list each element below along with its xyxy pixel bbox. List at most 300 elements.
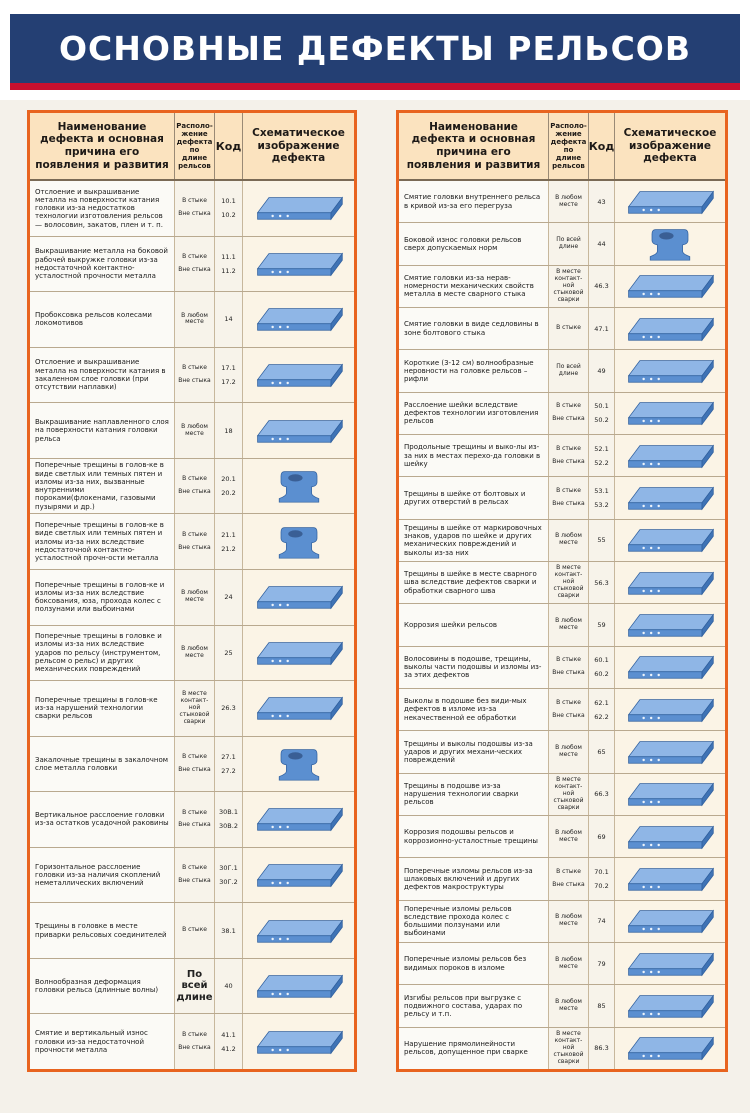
- location-label: В стыке: [556, 487, 581, 495]
- code-label: 85: [597, 1001, 606, 1010]
- location-label: По всей длине: [556, 236, 581, 250]
- code-label: 44: [597, 239, 606, 248]
- location-label: В любом месте: [181, 422, 208, 437]
- defect-location: [175, 514, 215, 569]
- code-label: 17.2: [221, 377, 236, 386]
- code-label: 20.1: [221, 475, 236, 484]
- location-label: В любом месте: [555, 532, 582, 547]
- location-label: По всей длине: [176, 968, 213, 1003]
- defect-location: [175, 403, 215, 458]
- defect-code: [589, 308, 615, 349]
- code-label: 56.3: [594, 578, 609, 587]
- defect-code: [215, 681, 243, 736]
- location-label: Вне стыка: [552, 880, 585, 888]
- table-row: [399, 731, 725, 773]
- defect-name: Выкрашивание металла на боковой рабочей выкружке головки из-за недостаточной контактно-усталостной прочности металла: [30, 237, 175, 292]
- defect-location: [549, 731, 589, 772]
- location-label: В стыке: [556, 868, 581, 876]
- defect-code: [215, 903, 243, 958]
- rail-icon: [243, 903, 354, 958]
- location-label: В любом месте: [555, 193, 582, 208]
- defect-name: Выколы в подошве без види-мых дефектов в изломе из-за некачественной ее обработки: [399, 689, 549, 730]
- defect-code: [589, 689, 615, 730]
- rail-icon: [243, 292, 354, 347]
- table-row: [30, 570, 354, 626]
- defect-name: Поперечные трещины в головке и изломы из-за них вследствие ударов по рельсу (инструментом, рельсом о рельс) и других механических повреждений: [30, 626, 175, 681]
- table-row: [399, 1028, 725, 1069]
- defect-name: Коррозия шейки рельсов: [399, 604, 549, 645]
- left-table: [27, 110, 357, 1072]
- code-label: 11.1: [221, 252, 236, 261]
- rail-icon: [615, 901, 725, 942]
- code-label: 52.2: [594, 458, 609, 467]
- defect-name: Смятие головки внутреннего рельса в кривой из-за его перегруза: [399, 181, 549, 222]
- location-label: Вне стыка: [552, 669, 585, 677]
- location-label: В стыке: [182, 252, 207, 260]
- code-label: 62.2: [594, 712, 609, 721]
- location-label: В стыке: [182, 808, 207, 816]
- header-code: Код: [215, 113, 243, 179]
- defect-location: [175, 681, 215, 736]
- location-label: В месте контакт-ной стыковой сварки: [179, 690, 210, 725]
- location-label: Вне стыка: [178, 488, 211, 496]
- code-label: 49: [597, 366, 606, 375]
- table-row: [399, 520, 725, 562]
- code-label: 38.1: [221, 926, 236, 935]
- defect-name: Трещины и выколы подошвы из-за ударов и других механи-ческих повреждений: [399, 731, 549, 772]
- defect-name: Отслоение и выкрашивание металла на поверхности катания в закаленном слое головки (при отсутствии наплавки): [30, 348, 175, 403]
- defect-name: Поперечные изломы рельсов из-за шлаковых включений и других дефектов макроструктуры: [399, 858, 549, 899]
- header-code: Код: [589, 113, 615, 179]
- rail-icon: [243, 848, 354, 903]
- rail-icon: [243, 959, 354, 1014]
- defect-name: Поперечные трещины в голов-ке в виде светлых или темных пятен и изломы из-за них вследствие недостаточной контактно-усталостной прочн-ости металла: [30, 514, 175, 569]
- location-label: В стыке: [556, 656, 581, 664]
- defect-name: Трещины в шейке в месте сварного шва вследствие дефектов сварки и обработки сварного шва: [399, 562, 549, 603]
- defect-code: [215, 1014, 243, 1069]
- code-label: 52.1: [594, 444, 609, 453]
- defect-location: [549, 774, 589, 815]
- table-row: [399, 604, 725, 646]
- location-label: Вне стыка: [552, 415, 585, 423]
- code-label: 26.3: [221, 704, 236, 713]
- rail-icon: [615, 774, 725, 815]
- defect-code: [589, 604, 615, 645]
- code-label: 60.2: [594, 670, 609, 679]
- left-table-header: [30, 113, 354, 181]
- defect-location: [175, 181, 215, 236]
- defect-location: [549, 308, 589, 349]
- table-row: [30, 848, 354, 904]
- defect-name: Смятие и вертикальный износ головки из-за недостаточной прочности металла: [30, 1014, 175, 1069]
- code-label: 20.2: [221, 489, 236, 498]
- header-location: Располо-жение дефекта по длине рельсов: [175, 113, 215, 179]
- defect-name: Продольные трещины и выко-лы из-за них в местах перехо-да головки в шейку: [399, 435, 549, 476]
- defect-name: Расслоение шейки вследствие дефектов технологии изготовления рельсов: [399, 393, 549, 434]
- code-label: 10.2: [221, 211, 236, 220]
- location-label: В стыке: [556, 324, 581, 332]
- defect-code: [215, 570, 243, 625]
- defect-name: Трещины в шейке от маркировочных знаков, ударов по шейке и других механических повреждений и выколы из-за них: [399, 520, 549, 561]
- rail-icon: [243, 1014, 354, 1069]
- code-label: 53.1: [594, 486, 609, 495]
- page-title: ОСНОВНЫЕ ДЕФЕКТЫ РЕЛЬСОВ: [58, 29, 692, 68]
- code-label: 69: [597, 832, 606, 841]
- defect-location: [549, 943, 589, 984]
- code-label: 50.1: [594, 402, 609, 411]
- defect-name: Смятие головки из-за нерав-номерности механических свойств металла в месте сварного стыка: [399, 266, 549, 307]
- defect-code: [215, 626, 243, 681]
- table-row: [399, 901, 725, 943]
- code-label: 41.2: [221, 1044, 236, 1053]
- defect-name: Трещины в шейке от болтовых и других отверстий в рельсах: [399, 477, 549, 518]
- table-row: [30, 292, 354, 348]
- defect-location: [175, 292, 215, 347]
- rail-icon: [615, 985, 725, 1026]
- location-label: В любом месте: [181, 589, 208, 604]
- code-label: 66.3: [594, 790, 609, 799]
- location-label: В любом месте: [181, 311, 208, 326]
- code-label: 30В.1: [219, 808, 238, 817]
- defect-location: [549, 562, 589, 603]
- location-label: Вне стыка: [178, 877, 211, 885]
- defect-name: Короткие (3-12 см) волнообразные неровности на головке рельсов – рифли: [399, 350, 549, 391]
- table-row: [399, 562, 725, 604]
- defect-location: [549, 350, 589, 391]
- location-label: В стыке: [556, 402, 581, 410]
- code-label: 60.1: [594, 656, 609, 665]
- defect-code: [589, 350, 615, 391]
- location-label: Вне стыка: [178, 765, 211, 773]
- table-row: [399, 350, 725, 392]
- code-label: 62.1: [594, 698, 609, 707]
- defect-location: [549, 901, 589, 942]
- header-name: Наименование дефекта и основная причина его появления и развития: [30, 113, 175, 179]
- code-label: 21.2: [221, 544, 236, 553]
- defect-code: [589, 647, 615, 688]
- code-label: 70.1: [594, 867, 609, 876]
- defect-location: [549, 181, 589, 222]
- defect-code: [215, 459, 243, 514]
- defect-code: [589, 1028, 615, 1069]
- defect-name: Изгибы рельсов при выгрузке с подвижного состава, ударах по рельсу и т.п.: [399, 985, 549, 1026]
- rail-icon: [615, 689, 725, 730]
- location-label: В стыке: [182, 753, 207, 761]
- defect-name: Волнообразная деформация головки рельса (длинные волны): [30, 959, 175, 1014]
- table-row: [30, 626, 354, 682]
- location-label: Вне стыка: [178, 210, 211, 218]
- table-row: [399, 308, 725, 350]
- right-table-header: [399, 113, 725, 181]
- defect-name: Отслоение и выкрашивание металла на поверхности катания головки из-за недостатков технологии изготовления рельсов — волосовин, закатов, плен и т. п.: [30, 181, 175, 236]
- defect-location: [175, 903, 215, 958]
- location-label: В стыке: [556, 444, 581, 452]
- defect-location: [175, 1014, 215, 1069]
- defect-location: [549, 393, 589, 434]
- rail-icon: [615, 604, 725, 645]
- defect-location: [549, 858, 589, 899]
- location-label: В стыке: [182, 926, 207, 934]
- rail-section-icon: [615, 223, 725, 264]
- table-row: [399, 181, 725, 223]
- code-label: 53.2: [594, 500, 609, 509]
- code-label: 17.1: [221, 363, 236, 372]
- location-label: В месте контакт-ной стыковой сварки: [553, 776, 584, 811]
- table-row: [30, 403, 354, 459]
- rail-icon: [615, 350, 725, 391]
- location-label: В стыке: [182, 364, 207, 372]
- code-label: 14: [224, 315, 233, 324]
- rail-icon: [615, 520, 725, 561]
- code-label: 65: [597, 747, 606, 756]
- rail-icon: [243, 348, 354, 403]
- defect-location: [549, 604, 589, 645]
- defect-code: [589, 731, 615, 772]
- defect-location: [175, 348, 215, 403]
- table-row: [30, 792, 354, 848]
- defect-location: [175, 570, 215, 625]
- code-label: 11.2: [221, 266, 236, 275]
- table-row: [399, 816, 725, 858]
- defect-code: [589, 266, 615, 307]
- table-row: [399, 647, 725, 689]
- defect-location: [175, 792, 215, 847]
- location-label: В стыке: [182, 197, 207, 205]
- defect-location: [175, 959, 215, 1014]
- table-row: [30, 681, 354, 737]
- rail-section-icon: [243, 514, 354, 569]
- table-row: [399, 266, 725, 308]
- defect-location: [549, 816, 589, 857]
- location-label: В стыке: [182, 530, 207, 538]
- location-label: В стыке: [556, 698, 581, 706]
- defect-code: [589, 477, 615, 518]
- location-label: Вне стыка: [178, 543, 211, 551]
- location-label: В любом месте: [555, 913, 582, 928]
- rail-icon: [243, 792, 354, 847]
- defect-name: Поперечные изломы рельсов без видимых пороков в изломе: [399, 943, 549, 984]
- defect-location: [175, 848, 215, 903]
- rail-icon: [615, 562, 725, 603]
- defect-code: [589, 435, 615, 476]
- rail-section-icon: [243, 459, 354, 514]
- defect-name: Поперечные трещины в голов-ке из-за нарушений технологии сварки рельсов: [30, 681, 175, 736]
- table-row: [399, 689, 725, 731]
- code-label: 30Г.2: [219, 878, 238, 887]
- location-label: В стыке: [182, 1030, 207, 1038]
- table-row: [399, 943, 725, 985]
- defect-name: Боковой износ головки рельсов сверх допускаемых норм: [399, 223, 549, 264]
- left-table-body: [30, 181, 354, 1069]
- table-row: [30, 514, 354, 570]
- header: [0, 0, 750, 100]
- code-label: 10.1: [221, 197, 236, 206]
- defect-code: [589, 181, 615, 222]
- table-row: [399, 858, 725, 900]
- right-table-body: [399, 181, 725, 1069]
- rail-icon: [615, 647, 725, 688]
- location-label: Вне стыка: [552, 457, 585, 465]
- defect-code: [215, 403, 243, 458]
- location-label: В любом месте: [555, 828, 582, 843]
- table-row: [399, 435, 725, 477]
- defect-name: Волосовины в подошве, трещины, выколы части подошвы и изломы из-за этих дефектов: [399, 647, 549, 688]
- code-label: 41.1: [221, 1030, 236, 1039]
- rail-icon: [615, 1028, 725, 1069]
- defect-code: [215, 848, 243, 903]
- table-row: [30, 348, 354, 404]
- defect-code: [589, 901, 615, 942]
- rail-icon: [615, 181, 725, 222]
- defect-code: [215, 959, 243, 1014]
- defect-location: [549, 520, 589, 561]
- defect-name: Трещины в подошве из-за нарушения технологии сварки рельсов: [399, 774, 549, 815]
- defect-name: Трещины в головке в месте приварки рельсовых соединителей: [30, 903, 175, 958]
- location-label: Вне стыка: [178, 376, 211, 384]
- defect-code: [589, 858, 615, 899]
- defect-location: [549, 223, 589, 264]
- code-label: 27.2: [221, 766, 236, 775]
- rail-icon: [243, 626, 354, 681]
- defect-name: Поперечные изломы рельсов вследствие прохода колес с большими ползунами или выбоинами: [399, 901, 549, 942]
- rail-icon: [615, 435, 725, 476]
- code-label: 30Г.1: [219, 864, 238, 873]
- defect-code: [589, 393, 615, 434]
- table-row: [399, 223, 725, 265]
- code-label: 30В.2: [219, 822, 238, 831]
- location-label: В стыке: [182, 864, 207, 872]
- defect-code: [215, 237, 243, 292]
- defect-location: [549, 266, 589, 307]
- location-label: В месте контакт-ной стыковой сварки: [553, 268, 584, 303]
- table-row: [30, 903, 354, 959]
- rail-icon: [243, 570, 354, 625]
- code-label: 24: [224, 593, 233, 602]
- code-label: 40: [224, 982, 233, 991]
- defect-location: [549, 985, 589, 1026]
- code-label: 46.3: [594, 282, 609, 291]
- defect-code: [589, 520, 615, 561]
- location-label: В любом месте: [555, 998, 582, 1012]
- code-label: 59: [597, 620, 606, 629]
- defect-location: [549, 689, 589, 730]
- table-row: [30, 737, 354, 793]
- table-row: [30, 459, 354, 515]
- location-label: По всей длине: [556, 363, 581, 377]
- defect-code: [215, 792, 243, 847]
- defect-name: Коррозия подошвы рельсов и коррозионно-усталостные трещины: [399, 816, 549, 857]
- defect-location: [549, 435, 589, 476]
- code-label: 43: [597, 197, 606, 206]
- defect-location: [175, 737, 215, 792]
- location-label: Вне стыка: [178, 265, 211, 273]
- code-label: 86.3: [594, 1044, 609, 1053]
- defect-code: [215, 181, 243, 236]
- defect-location: [549, 477, 589, 518]
- location-label: В любом месте: [181, 644, 208, 659]
- location-label: Вне стыка: [178, 821, 211, 829]
- defect-name: Вертикальное расслоение головки из-за остатков усадочной раковины: [30, 792, 175, 847]
- rail-icon: [243, 681, 354, 736]
- rail-icon: [615, 731, 725, 772]
- defect-location: [175, 237, 215, 292]
- rail-icon: [243, 181, 354, 236]
- defect-code: [215, 737, 243, 792]
- rail-icon: [615, 266, 725, 307]
- location-label: Вне стыка: [552, 499, 585, 507]
- defect-name: Поперечные трещины в голов-ке в виде светлых или темных пятен и изломы из-за них, вызванные внутренними пороками(флокенами, газовыми пузырями и др.): [30, 459, 175, 514]
- rail-icon: [615, 943, 725, 984]
- rail-icon: [243, 403, 354, 458]
- defect-code: [215, 348, 243, 403]
- rail-icon: [243, 237, 354, 292]
- table-row: [30, 1014, 354, 1069]
- table-row: [399, 477, 725, 519]
- code-label: 25: [224, 648, 233, 657]
- defect-location: [175, 459, 215, 514]
- table-row: [399, 985, 725, 1027]
- defect-code: [589, 562, 615, 603]
- location-label: В месте контакт-ной стыковой сварки: [553, 564, 584, 599]
- table-row: [30, 959, 354, 1015]
- header-image: Схематическое изображение дефекта: [252, 127, 345, 165]
- header-image: Схематическое изображение дефекта: [623, 127, 717, 165]
- defect-location: [549, 1028, 589, 1069]
- defect-name: Поперечные трещины в голов-ке и изломы из-за них вследствие боксования, юза, прохода колес с ползунами или выбоинами: [30, 570, 175, 625]
- rail-icon: [615, 393, 725, 434]
- defect-code: [215, 514, 243, 569]
- table-row: [399, 393, 725, 435]
- code-label: 50.2: [594, 416, 609, 425]
- defect-code: [589, 985, 615, 1026]
- defect-code: [589, 774, 615, 815]
- defect-name: Нарушение прямолинейности рельсов, допущенное при сварке: [399, 1028, 549, 1069]
- rail-icon: [615, 477, 725, 518]
- defect-code: [589, 223, 615, 264]
- defect-name: Смятие головки в виде седловины в зоне болтового стыка: [399, 308, 549, 349]
- location-label: В любом месте: [555, 617, 582, 631]
- table-row: [399, 774, 725, 816]
- rail-icon: [615, 858, 725, 899]
- code-label: 79: [597, 959, 606, 968]
- defect-code: [589, 943, 615, 984]
- code-label: 21.1: [221, 530, 236, 539]
- location-label: В стыке: [182, 475, 207, 483]
- defect-name: Закалочные трещины в закалочном слое металла головки: [30, 737, 175, 792]
- defect-name: Выкрашивание наплавленного слоя на поверхности катания головки рельса: [30, 403, 175, 458]
- rail-icon: [615, 816, 725, 857]
- code-label: 47.1: [594, 324, 609, 333]
- defect-code: [589, 816, 615, 857]
- table-row: [30, 237, 354, 293]
- location-label: В любом месте: [555, 744, 582, 758]
- header-name: Наименование дефекта и основная причина его появления и развития: [399, 113, 549, 179]
- code-label: 70.2: [594, 881, 609, 890]
- rail-section-icon: [243, 737, 354, 792]
- table-row: [30, 181, 354, 237]
- location-label: Вне стыка: [178, 1043, 211, 1051]
- location-label: Вне стыка: [552, 711, 585, 719]
- location-label: В любом месте: [555, 955, 582, 970]
- defect-name: Пробоксовка рельсов колесами локомотивов: [30, 292, 175, 347]
- code-label: 55: [597, 536, 606, 545]
- header-location: Располо-жение дефекта по длине рельсов: [549, 113, 589, 179]
- right-table: [396, 110, 728, 1072]
- defect-location: [549, 647, 589, 688]
- defect-code: [215, 292, 243, 347]
- location-label: В месте контакт-ной стыковой сварки: [553, 1030, 584, 1065]
- defect-name: Горизонтальное расслоение головки из-за наличия скоплений неметаллических включений: [30, 848, 175, 903]
